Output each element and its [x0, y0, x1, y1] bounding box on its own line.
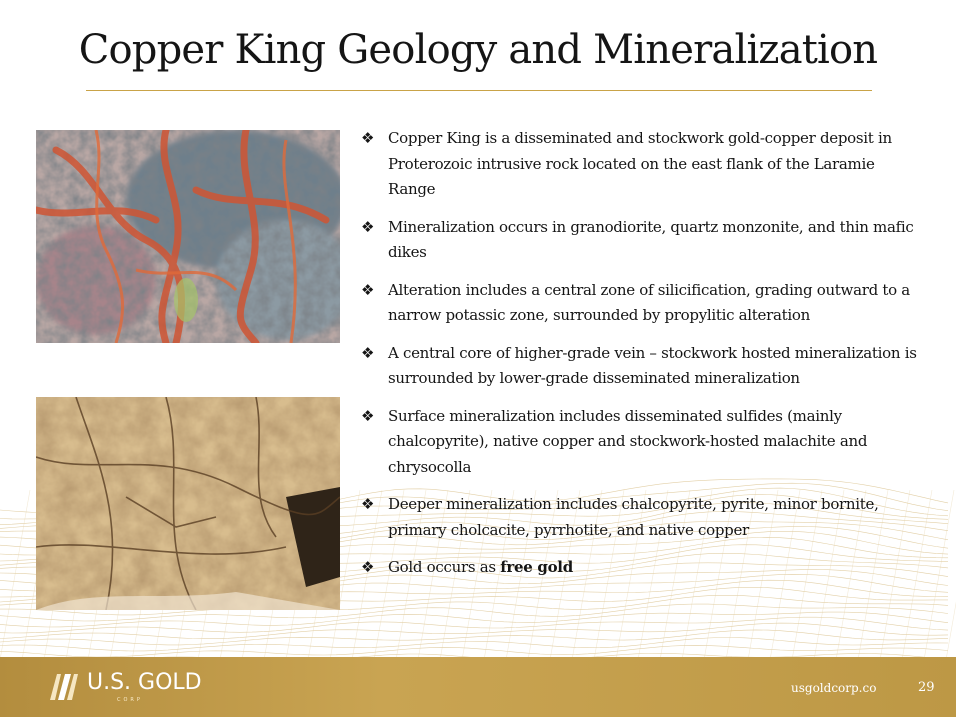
list-item — [361, 215, 921, 266]
list-item — [361, 492, 921, 543]
diamond-bullet-icon: ❖ — [361, 558, 375, 576]
list-item — [361, 404, 921, 481]
diamond-bullet-icon: ❖ — [361, 406, 375, 425]
title-divider — [86, 90, 872, 91]
bullet-text: Gold occurs as free gold — [388, 558, 573, 576]
diamond-bullet-icon: ❖ — [361, 343, 375, 362]
list-item — [361, 555, 921, 581]
bullet-text: Deeper mineralization includes chalcopyrite, pyrite, minor bornite, primary cholcacite, pyrrhotite, and native copper — [388, 495, 879, 539]
bullet-emphasis: free gold — [500, 558, 573, 576]
diamond-bullet-icon: ❖ — [361, 129, 375, 147]
outcrop-photo — [36, 397, 340, 610]
list-item — [361, 341, 921, 392]
bullet-text: Copper King is a disseminated and stockwork gold-copper deposit in Proterozoic intrusive rock located on the east flank of the Laramie Range — [388, 129, 892, 198]
list-item — [361, 278, 921, 329]
footer-url: usgoldcorp.co — [791, 681, 877, 695]
bullet-list — [361, 126, 921, 593]
diamond-bullet-icon: ❖ — [361, 495, 375, 513]
diamond-bullet-icon: ❖ — [361, 280, 375, 299]
logo-subtitle: CORP — [117, 697, 143, 703]
diamond-bullet-icon: ❖ — [361, 217, 375, 236]
list-item — [361, 126, 921, 203]
logo-wordmark: U.S. GOLD — [87, 670, 202, 695]
page-number: 29 — [918, 680, 935, 695]
bullet-text: Mineralization occurs in granodiorite, quartz monzonite, and thin mafic dikes — [388, 217, 914, 261]
us-gold-logo-icon — [47, 670, 83, 704]
bullet-text: A central core of higher-grade vein – stockwork hosted mineralization is surrounded by lower-grade disseminated mineralization — [388, 343, 917, 387]
granite-photo — [36, 130, 340, 343]
bullet-text: Alteration includes a central zone of silicification, grading outward to a narrow potassic zone, surrounded by propylitic alteration — [388, 280, 910, 324]
slide-title: Copper King Geology and Mineralization — [78, 27, 878, 73]
bullet-text: Surface mineralization includes disseminated sulfides (mainly chalcopyrite), native copper and stockwork-hosted malachite and chrysocolla — [388, 406, 868, 476]
